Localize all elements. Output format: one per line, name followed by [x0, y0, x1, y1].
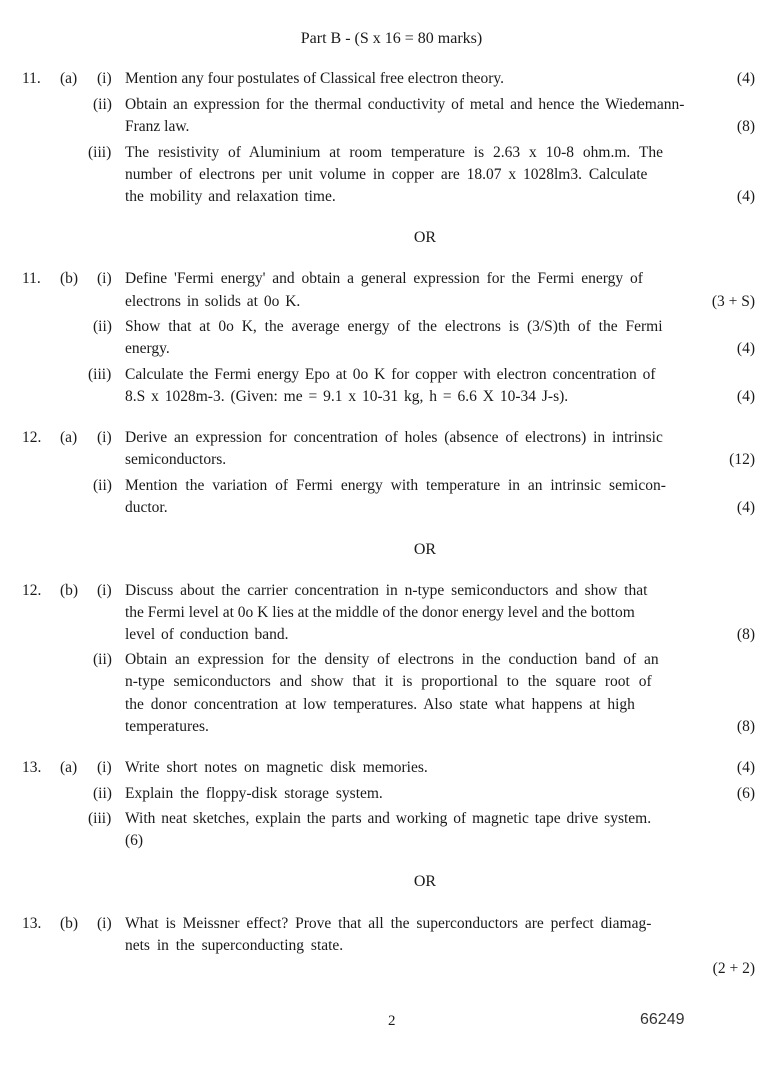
subpart-label: (iii) [88, 810, 112, 827]
section-header: Part B - (S x 16 = 80 marks) [300, 30, 483, 47]
question-line: 8.S x 1028m-3. (Given: me = 9.1 x 10-31 kg, h = 6.6 X 10-34 J-s). [125, 388, 569, 405]
question-part: (b) [60, 582, 79, 599]
marks-label: (4) [736, 388, 755, 405]
question-number: 12. [22, 429, 42, 446]
question-line: electrons in solids at 0o K. [125, 293, 301, 310]
subpart-label: (i) [97, 759, 112, 776]
question-line: the donor concentration at low temperatures. Also state what happens at high [125, 696, 635, 713]
question-line: n-type semiconductors and show that it is proportional to the square root of [125, 673, 652, 690]
question-line: Explain the floppy-disk storage system. [125, 785, 383, 802]
marks-label: (8) [736, 626, 755, 643]
marks-label: (4) [736, 188, 755, 205]
question-line: Obtain an expression for the thermal conductivity of metal and hence the Wiedemann- [125, 96, 685, 113]
marks-label: (3 + S) [711, 293, 755, 310]
subpart-label: (ii) [93, 651, 112, 668]
subpart-label: (ii) [93, 477, 112, 494]
question-line: the mobility and relaxation time. [125, 188, 336, 205]
marks-label: (4) [736, 70, 755, 87]
question-line: What is Meissner effect? Prove that all the superconductors are perfect diamag- [125, 915, 652, 932]
question-line: Write short notes on magnetic disk memories. [125, 759, 428, 776]
question-part: (a) [60, 70, 78, 87]
question-line: ductor. [125, 499, 168, 516]
question-line: level of conduction band. [125, 626, 289, 643]
question-number: 11. [22, 270, 41, 287]
subpart-label: (iii) [88, 366, 112, 383]
question-line: Mention the variation of Fermi energy with temperature in an intrinsic semicon- [125, 477, 666, 494]
or-separator: OR [413, 229, 437, 246]
marks-label: (6) [125, 832, 144, 849]
subpart-label: (i) [97, 270, 112, 287]
question-number: 13. [22, 915, 42, 932]
marks-label: (8) [736, 118, 755, 135]
subpart-label: (i) [97, 915, 112, 932]
question-part: (b) [60, 270, 79, 287]
marks-label: (2 + 2) [712, 960, 755, 977]
subpart-label: (ii) [93, 318, 112, 335]
question-line: Show that at 0o K, the average energy of the electrons is (3/S)th of the Fermi [125, 318, 663, 335]
paper-code: 66249 [640, 1011, 685, 1028]
question-part: (b) [60, 915, 79, 932]
subpart-label: (i) [97, 582, 112, 599]
question-line: With neat sketches, explain the parts and working of magnetic tape drive system. [125, 810, 652, 827]
subpart-label: (i) [97, 70, 112, 87]
question-line: Derive an expression for concentration of holes (absence of electrons) in intrinsic [125, 429, 663, 446]
question-line: Obtain an expression for the density of electrons in the conduction band of an [125, 651, 659, 668]
marks-label: (4) [736, 499, 755, 516]
marks-label: (12) [729, 451, 755, 468]
question-line: semiconductors. [125, 451, 227, 468]
question-number: 11. [22, 70, 41, 87]
marks-label: (8) [736, 718, 755, 735]
question-line: The resistivity of Aluminium at room temperature is 2.63 x 10-8 ohm.m. The [125, 144, 663, 161]
question-line: Discuss about the carrier concentration in n-type semiconductors and show that [125, 582, 648, 599]
subpart-label: (ii) [93, 785, 112, 802]
or-separator: OR [413, 541, 437, 558]
marks-label: (4) [736, 759, 755, 776]
marks-label: (4) [736, 340, 755, 357]
subpart-label: (iii) [88, 144, 112, 161]
question-part: (a) [60, 759, 78, 776]
question-line: number of electrons per unit volume in copper are 18.07 x 1028lm3. Calculate [125, 166, 648, 183]
subpart-label: (ii) [93, 96, 112, 113]
page-number: 2 [388, 1013, 396, 1029]
or-separator: OR [413, 873, 437, 890]
question-line: energy. [125, 340, 170, 357]
subpart-label: (i) [97, 429, 112, 446]
question-line: Franz law. [125, 118, 190, 135]
question-line: Calculate the Fermi energy Epo at 0o K for copper with electron concentration of [125, 366, 656, 383]
question-line: temperatures. [125, 718, 209, 735]
question-part: (a) [60, 429, 78, 446]
question-line: Define 'Fermi energy' and obtain a general expression for the Fermi energy of [125, 270, 643, 287]
question-line: the Fermi level at 0o K lies at the middle of the donor energy level and the bottom [125, 604, 635, 621]
marks-label: (6) [736, 785, 755, 802]
question-number: 12. [22, 582, 42, 599]
question-line: Mention any four postulates of Classical free electron theory. [125, 70, 505, 87]
question-number: 13. [22, 759, 42, 776]
question-line: nets in the superconducting state. [125, 937, 344, 954]
